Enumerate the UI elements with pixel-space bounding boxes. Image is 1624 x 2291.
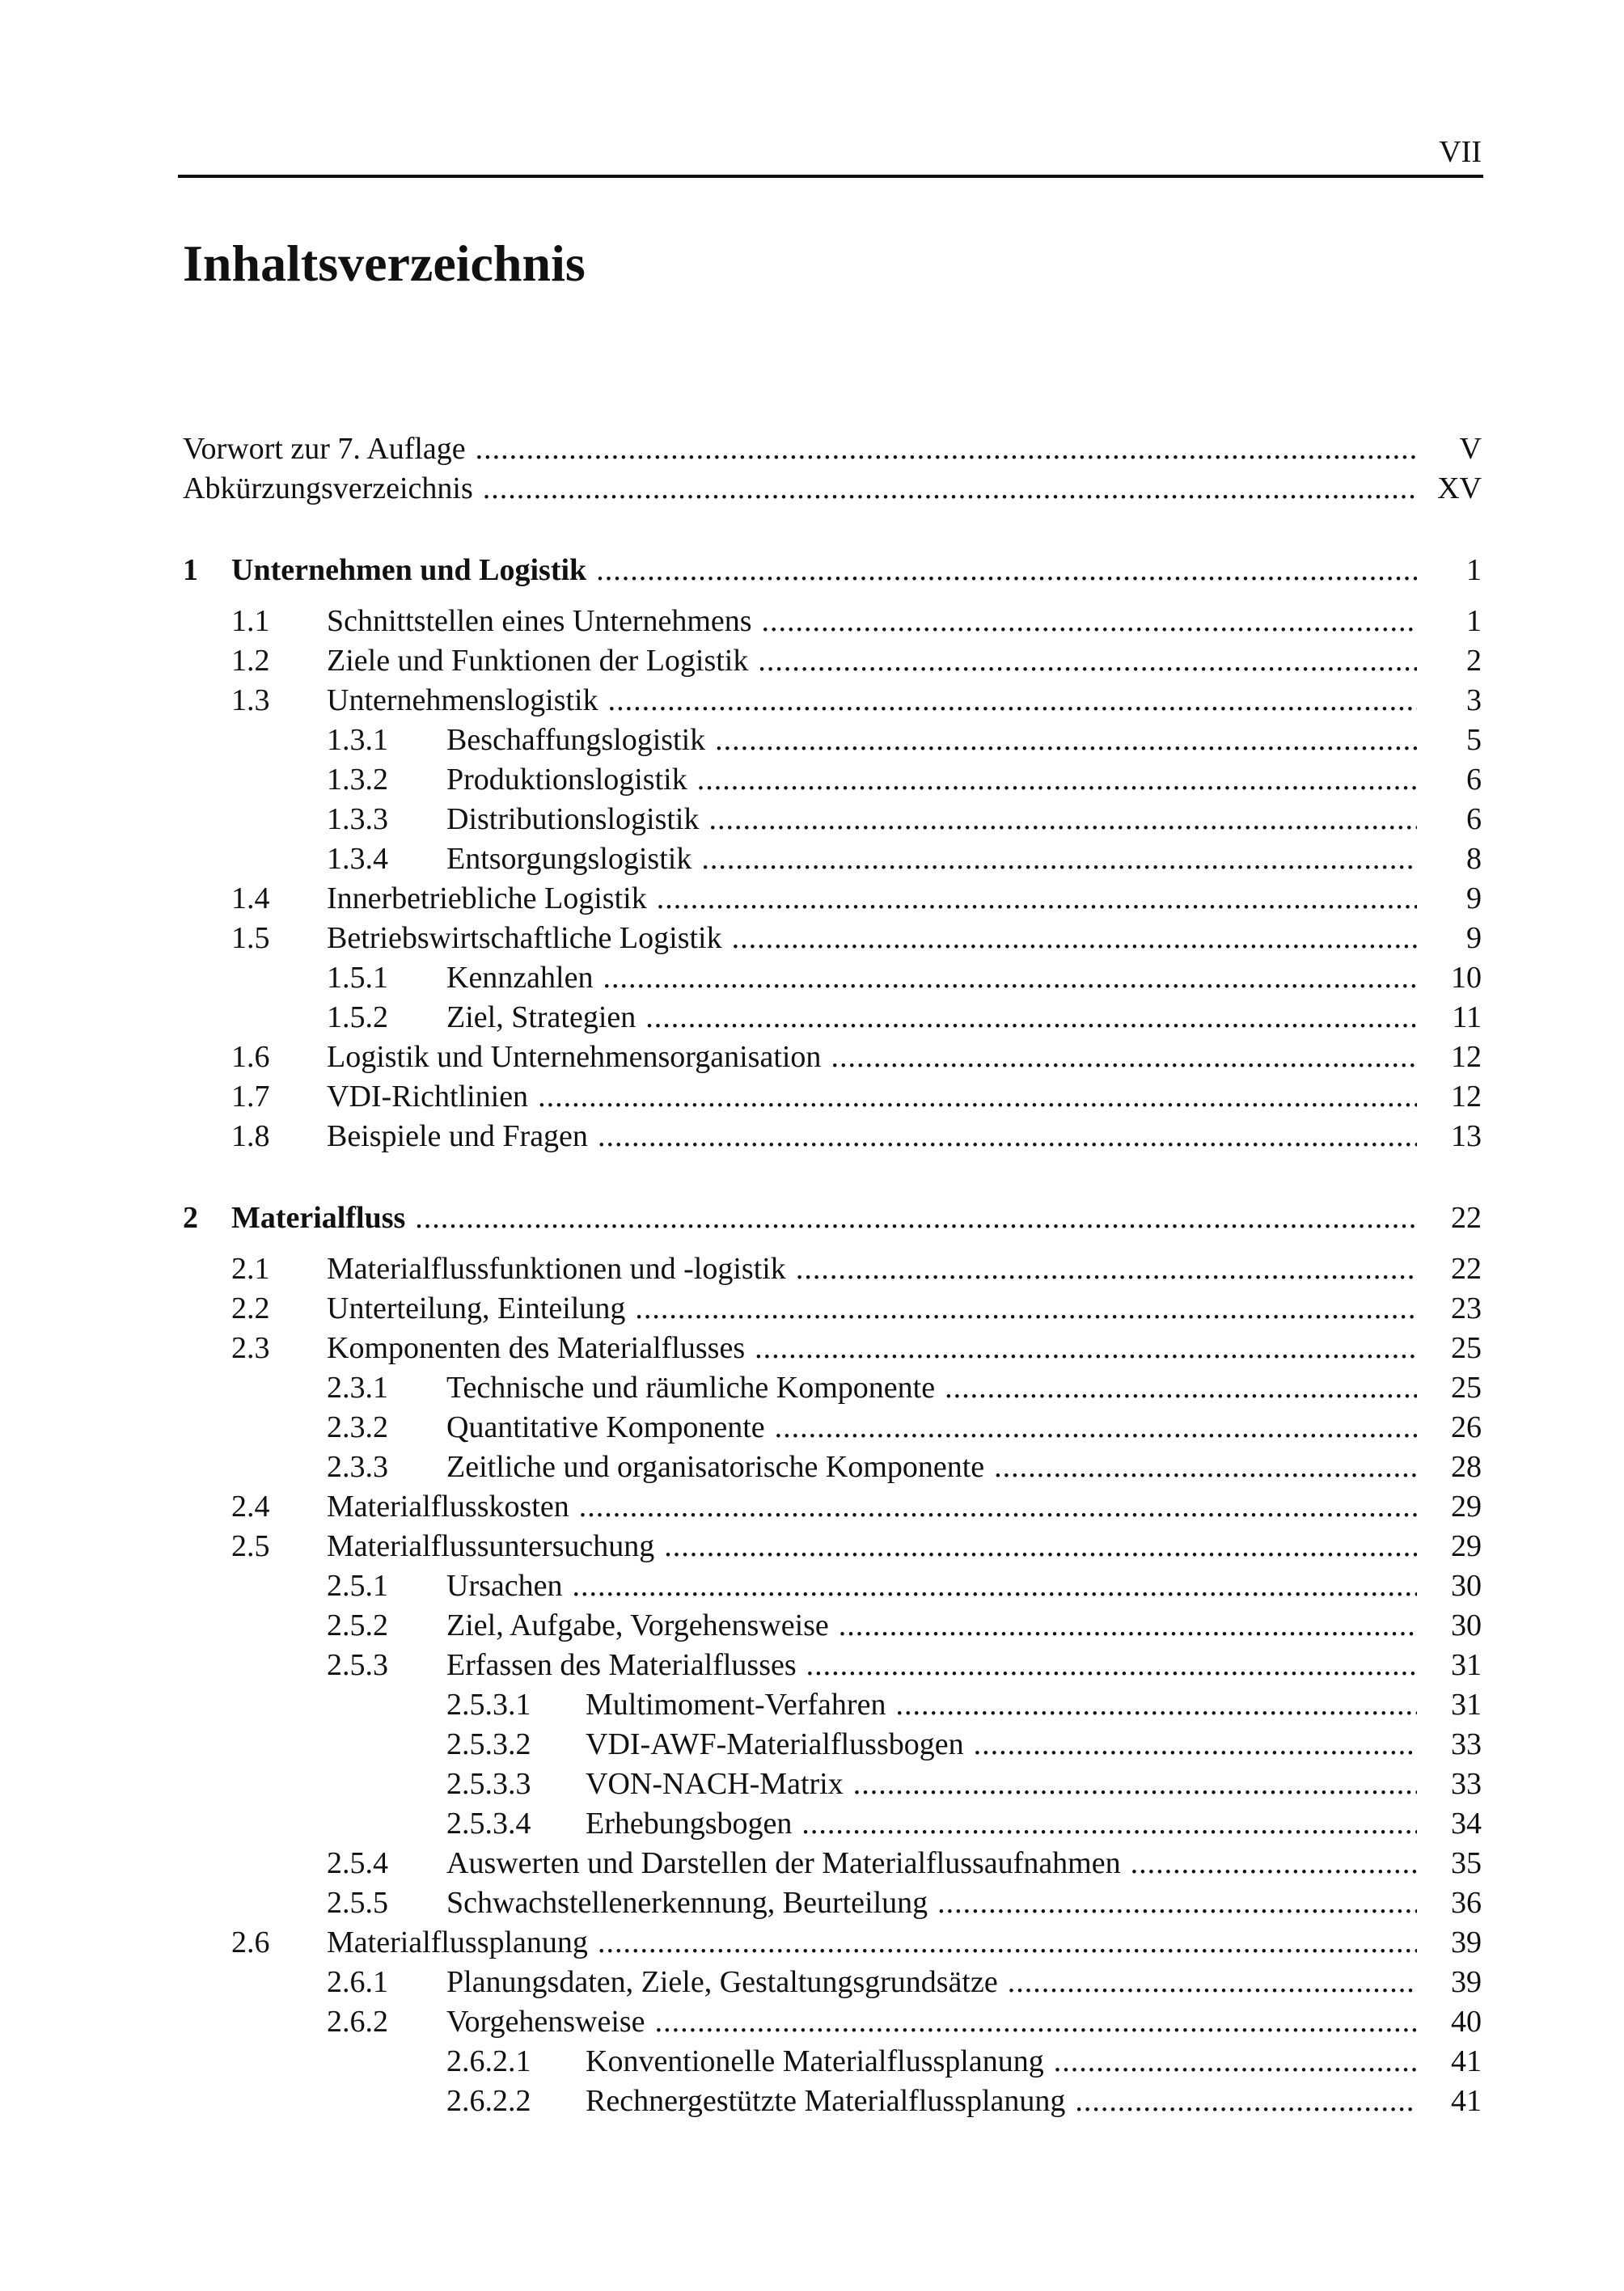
toc-entry-title-wrap bbox=[327, 601, 1417, 641]
toc-entry-number: 2.6.2.1 bbox=[446, 2044, 531, 2078]
toc-entry-number: 1.5.2 bbox=[327, 1000, 388, 1034]
toc-entry-title: Ziel, Strategien bbox=[446, 997, 645, 1038]
toc-entry[interactable] bbox=[183, 1724, 1482, 1765]
toc-entry[interactable] bbox=[183, 1037, 1482, 1077]
toc-entry-title-wrap bbox=[446, 1605, 1417, 1646]
dot-leader bbox=[801, 1803, 1417, 1844]
toc-entry-title: Vorgehensweise bbox=[446, 2001, 655, 2042]
toc-entry-title-wrap bbox=[231, 550, 1417, 590]
toc-entry-title: Beispiele und Fragen bbox=[327, 1116, 598, 1156]
toc-entry-page: 25 bbox=[1451, 1371, 1482, 1405]
toc-entry-number: 2.5.3.2 bbox=[446, 1727, 531, 1761]
toc-entry-page: 12 bbox=[1451, 1040, 1482, 1074]
dot-leader bbox=[635, 1288, 1417, 1329]
toc-entry-title-wrap bbox=[446, 799, 1417, 839]
toc-entry-number: 1.3 bbox=[231, 683, 270, 717]
toc-entry-title: Materialflusskosten bbox=[327, 1486, 579, 1527]
dot-leader bbox=[645, 997, 1417, 1038]
dot-leader bbox=[579, 1486, 1417, 1527]
toc-entry-number: 1.5 bbox=[231, 921, 270, 955]
toc-entry[interactable] bbox=[183, 1922, 1482, 1963]
dot-leader bbox=[483, 468, 1417, 509]
dot-leader bbox=[806, 1645, 1417, 1685]
toc-entry-title-wrap bbox=[446, 997, 1417, 1038]
toc-entry[interactable] bbox=[183, 1566, 1482, 1606]
dot-leader bbox=[415, 1198, 1417, 1238]
dot-leader bbox=[708, 799, 1417, 839]
toc-entry-page: 6 bbox=[1466, 802, 1482, 836]
toc-entry-page: 41 bbox=[1451, 2044, 1482, 2078]
dot-leader bbox=[608, 680, 1417, 721]
dot-leader bbox=[762, 601, 1417, 641]
toc-entry-page: 8 bbox=[1466, 842, 1482, 876]
toc-entry[interactable] bbox=[183, 957, 1482, 998]
toc-chapter[interactable] bbox=[183, 1198, 1482, 1238]
toc-entry-number: 1.1 bbox=[231, 604, 270, 638]
toc-entry-title-wrap bbox=[183, 468, 1417, 509]
toc-entry-page: 1 bbox=[1466, 604, 1482, 638]
toc-entry-title: VDI-Richtlinien bbox=[327, 1076, 538, 1117]
toc-entry-number: 1.3.4 bbox=[327, 842, 388, 876]
toc-entry-title-wrap bbox=[327, 878, 1417, 919]
toc-entry-title: Ziele und Funktionen der Logistik bbox=[327, 640, 758, 681]
toc-entry-title-wrap bbox=[327, 1116, 1417, 1156]
dot-leader bbox=[598, 1116, 1417, 1156]
dot-leader bbox=[655, 2001, 1417, 2042]
toc-entry[interactable] bbox=[183, 1764, 1482, 1804]
dot-leader bbox=[538, 1076, 1417, 1117]
toc-entry-number: 2.5.3.3 bbox=[446, 1767, 531, 1801]
toc-entry-page: 30 bbox=[1451, 1569, 1482, 1603]
toc-entry-title: Unternehmen und Logistik bbox=[231, 550, 596, 590]
toc-entry-title-wrap bbox=[586, 2081, 1417, 2121]
toc-entry-title: Quantitative Komponente bbox=[446, 1407, 775, 1448]
toc-entry[interactable] bbox=[183, 997, 1482, 1038]
dot-leader bbox=[697, 759, 1417, 800]
toc-entry-title: Schnittstellen eines Unternehmens bbox=[327, 601, 762, 641]
toc-entry-title-wrap bbox=[446, 957, 1417, 998]
toc-entry-title-wrap bbox=[327, 1526, 1417, 1566]
toc-entry-title-wrap bbox=[446, 1447, 1417, 1487]
toc-entry[interactable] bbox=[183, 640, 1482, 681]
toc-entry-page: 9 bbox=[1466, 881, 1482, 915]
toc-entry-number: 1 bbox=[183, 553, 198, 587]
dot-leader bbox=[974, 1724, 1417, 1765]
toc-entry-number: 1.8 bbox=[231, 1119, 270, 1153]
dot-leader bbox=[994, 1447, 1417, 1487]
toc-entry-page: 29 bbox=[1451, 1490, 1482, 1524]
toc-entry[interactable] bbox=[183, 1328, 1482, 1368]
toc-entry-title-wrap bbox=[586, 1724, 1417, 1765]
dot-leader bbox=[701, 839, 1417, 879]
toc-entry-title-wrap bbox=[446, 1962, 1417, 2002]
toc-entry-title: Planungsdaten, Ziele, Gestaltungsgrundsätze bbox=[446, 1962, 1008, 2002]
toc-entry-number: 2.6.2.2 bbox=[446, 2084, 531, 2118]
dot-leader bbox=[572, 1566, 1417, 1606]
dot-leader bbox=[853, 1764, 1417, 1804]
toc-entry[interactable] bbox=[183, 1883, 1482, 1923]
toc-entry-title: Schwachstellenerkennung, Beurteilung bbox=[446, 1883, 937, 1923]
dot-leader bbox=[1008, 1962, 1417, 2002]
toc-entry-title-wrap bbox=[586, 1803, 1417, 1844]
toc-entry-number: 2.5.4 bbox=[327, 1846, 388, 1880]
toc-entry-title: Erhebungsbogen bbox=[586, 1803, 801, 1844]
toc-entry-title: Auswerten und Darstellen der Materialflussaufnahmen bbox=[446, 1843, 1131, 1883]
toc-entry-title: Abkürzungsverzeichnis bbox=[183, 468, 483, 509]
toc-entry-title: Distributionslogistik bbox=[446, 799, 708, 839]
dot-leader bbox=[831, 1037, 1417, 1077]
toc-entry-title: Komponenten des Materialflusses bbox=[327, 1328, 755, 1368]
header-rule bbox=[178, 175, 1483, 178]
toc-entry-title-wrap bbox=[446, 1407, 1417, 1448]
toc-entry[interactable] bbox=[183, 1526, 1482, 1566]
toc-entry-page: 3 bbox=[1466, 683, 1482, 717]
dot-leader bbox=[598, 1922, 1417, 1963]
toc-entry-number: 2.6 bbox=[231, 1925, 270, 1959]
toc-entry-number: 1.2 bbox=[231, 644, 270, 678]
toc-entry[interactable] bbox=[183, 2041, 1482, 2082]
toc-entry[interactable] bbox=[183, 601, 1482, 641]
toc-entry-page: 33 bbox=[1451, 1767, 1482, 1801]
toc-entry-title-wrap bbox=[327, 1328, 1417, 1368]
toc-entry-number: 2.5.1 bbox=[327, 1569, 388, 1603]
toc-entry[interactable] bbox=[183, 1645, 1482, 1685]
toc-entry-title-wrap bbox=[327, 680, 1417, 721]
toc-entry-page: 1 bbox=[1466, 553, 1482, 587]
toc-entry-title: Materialflussplanung bbox=[327, 1922, 598, 1963]
dot-leader bbox=[603, 957, 1417, 998]
toc-entry[interactable] bbox=[183, 1803, 1482, 1844]
toc-entry[interactable] bbox=[183, 1486, 1482, 1527]
toc-entry-number: 2.1 bbox=[231, 1252, 270, 1286]
toc-entry-page: 6 bbox=[1466, 763, 1482, 797]
toc-entry-page: 13 bbox=[1451, 1119, 1482, 1153]
toc-entry-title: Beschaffungslogistik bbox=[446, 720, 715, 760]
toc-entry-title: Unterteilung, Einteilung bbox=[327, 1288, 635, 1329]
toc-entry-page: 39 bbox=[1451, 1965, 1482, 1999]
toc-entry-title-wrap bbox=[327, 1076, 1417, 1117]
toc-entry-title: Materialfluss bbox=[231, 1198, 415, 1238]
dot-leader bbox=[715, 720, 1417, 760]
toc-entry-page: 2 bbox=[1466, 644, 1482, 678]
toc-entry-title-wrap bbox=[446, 1367, 1417, 1408]
dot-leader bbox=[657, 878, 1417, 919]
toc-entry-title-wrap bbox=[327, 640, 1417, 681]
toc-entry-title: Materialflussuntersuchung bbox=[327, 1526, 664, 1566]
toc-entry[interactable] bbox=[183, 1249, 1482, 1289]
toc-entry-title-wrap bbox=[586, 2041, 1417, 2082]
toc-entry-title: Konventionelle Materialflussplanung bbox=[586, 2041, 1054, 2082]
toc-entry-number: 1.5.1 bbox=[327, 961, 388, 995]
toc-entry-page: 41 bbox=[1451, 2084, 1482, 2118]
toc-entry-title-wrap bbox=[446, 720, 1417, 760]
toc-entry-title: Produktionslogistik bbox=[446, 759, 697, 800]
toc-entry-page: XV bbox=[1437, 471, 1482, 505]
dot-leader bbox=[758, 640, 1417, 681]
toc-entry-page: 26 bbox=[1451, 1410, 1482, 1444]
dot-leader bbox=[732, 918, 1417, 958]
toc-entry-title-wrap bbox=[446, 759, 1417, 800]
toc-entry-page: 22 bbox=[1451, 1252, 1482, 1286]
toc-entry[interactable] bbox=[183, 799, 1482, 839]
toc-entry-number: 2.3.3 bbox=[327, 1450, 388, 1484]
toc-entry[interactable] bbox=[183, 1447, 1482, 1487]
toc-entry-number: 2.5.2 bbox=[327, 1608, 388, 1642]
toc-entry-number: 2.2 bbox=[231, 1291, 270, 1325]
dot-leader bbox=[1054, 2041, 1417, 2082]
dot-leader bbox=[945, 1367, 1417, 1408]
toc-entry-number: 1.3.2 bbox=[327, 763, 388, 797]
toc-entry-title-wrap bbox=[327, 918, 1417, 958]
toc-entry[interactable] bbox=[183, 1116, 1482, 1156]
toc-entry-title: Vorwort zur 7. Auflage bbox=[183, 429, 476, 469]
toc-entry-title: Multimoment-Verfahren bbox=[586, 1684, 895, 1725]
toc-entry-title: Zeitliche und organisatorische Komponente bbox=[446, 1447, 994, 1487]
dot-leader bbox=[839, 1605, 1417, 1646]
dot-leader bbox=[664, 1526, 1417, 1566]
toc-entry-page: 29 bbox=[1451, 1529, 1482, 1563]
toc-entry-title: Rechnergestützte Materialflussplanung bbox=[586, 2081, 1075, 2121]
toc-entry[interactable] bbox=[183, 1367, 1482, 1408]
toc-entry-page: 11 bbox=[1452, 1000, 1482, 1034]
toc-entry-page: 28 bbox=[1451, 1450, 1482, 1484]
toc-entry-title-wrap bbox=[327, 1922, 1417, 1963]
dot-leader bbox=[796, 1249, 1417, 1289]
toc-entry-number: 2 bbox=[183, 1201, 198, 1235]
toc-entry-page: 22 bbox=[1451, 1201, 1482, 1235]
toc-entry[interactable] bbox=[183, 1076, 1482, 1117]
toc-entry-title-wrap bbox=[446, 2001, 1417, 2042]
toc-entry-number: 1.7 bbox=[231, 1080, 270, 1114]
toc-entry-page: 5 bbox=[1466, 723, 1482, 757]
toc-entry[interactable] bbox=[183, 2081, 1482, 2121]
toc-entry-number: 1.4 bbox=[231, 881, 270, 915]
page-title: Inhaltsverzeichnis bbox=[183, 235, 586, 292]
dot-leader bbox=[1131, 1843, 1417, 1883]
toc-entry-title-wrap bbox=[183, 429, 1417, 469]
toc-entry[interactable] bbox=[183, 720, 1482, 760]
toc-entry-page: 40 bbox=[1451, 2005, 1482, 2039]
toc-entry-number: 2.5.5 bbox=[327, 1886, 388, 1920]
toc-entry[interactable] bbox=[183, 1605, 1482, 1646]
toc-entry-title-wrap bbox=[327, 1249, 1417, 1289]
toc-entry-number: 2.3.1 bbox=[327, 1371, 388, 1405]
toc-entry-title-wrap bbox=[327, 1288, 1417, 1329]
toc-entry-title: Ursachen bbox=[446, 1566, 572, 1606]
toc-entry-page: 31 bbox=[1451, 1688, 1482, 1722]
toc-entry-number: 2.6.2 bbox=[327, 2005, 388, 2039]
toc-entry-page: 10 bbox=[1451, 961, 1482, 995]
toc-entry-title: Logistik und Unternehmensorganisation bbox=[327, 1037, 831, 1077]
toc-entry-number: 2.4 bbox=[231, 1490, 270, 1524]
toc-entry-title: Ziel, Aufgabe, Vorgehensweise bbox=[446, 1605, 839, 1646]
toc-entry-page: 31 bbox=[1451, 1648, 1482, 1682]
toc-entry[interactable] bbox=[183, 1684, 1482, 1725]
toc-chapter[interactable] bbox=[183, 550, 1482, 590]
toc-entry-number: 1.3.3 bbox=[327, 802, 388, 836]
toc-entry-page: 23 bbox=[1451, 1291, 1482, 1325]
toc-entry-number: 2.3 bbox=[231, 1331, 270, 1365]
dot-leader bbox=[775, 1407, 1417, 1448]
toc-entry-number: 2.5 bbox=[231, 1529, 270, 1563]
toc-entry-number: 1.3.1 bbox=[327, 723, 388, 757]
toc-entry-page: 9 bbox=[1466, 921, 1482, 955]
dot-leader bbox=[596, 550, 1417, 590]
toc-entry-title: Entsorgungslogistik bbox=[446, 839, 701, 879]
toc-entry-title: Innerbetriebliche Logistik bbox=[327, 878, 657, 919]
toc-entry[interactable] bbox=[183, 1843, 1482, 1883]
dot-leader bbox=[755, 1328, 1417, 1368]
toc-entry-number: 2.5.3.1 bbox=[446, 1688, 531, 1722]
toc-entry-title-wrap bbox=[446, 1566, 1417, 1606]
toc-entry-title: Technische und räumliche Komponente bbox=[446, 1367, 945, 1408]
dot-leader bbox=[937, 1883, 1417, 1923]
toc-front-matter[interactable] bbox=[183, 429, 1482, 469]
toc-entry-title-wrap bbox=[231, 1198, 1417, 1238]
toc-entry-number: 2.5.3.4 bbox=[446, 1807, 531, 1841]
toc-entry-number: 2.3.2 bbox=[327, 1410, 388, 1444]
toc-entry-page: 35 bbox=[1451, 1846, 1482, 1880]
toc-entry[interactable] bbox=[183, 1962, 1482, 2002]
toc-entry[interactable] bbox=[183, 839, 1482, 879]
toc-entry-page: 25 bbox=[1451, 1331, 1482, 1365]
toc-entry-title-wrap bbox=[446, 1843, 1417, 1883]
toc-entry-page: 12 bbox=[1451, 1080, 1482, 1114]
dot-leader bbox=[1075, 2081, 1417, 2121]
toc-entry[interactable] bbox=[183, 1288, 1482, 1329]
dot-leader bbox=[476, 429, 1417, 469]
toc-entry-page: 30 bbox=[1451, 1608, 1482, 1642]
toc-entry-title-wrap bbox=[446, 839, 1417, 879]
toc-entry[interactable] bbox=[183, 759, 1482, 800]
toc-entry-title-wrap bbox=[446, 1883, 1417, 1923]
toc-entry-title: Betriebswirtschaftliche Logistik bbox=[327, 918, 732, 958]
toc-entry[interactable] bbox=[183, 878, 1482, 919]
toc-entry-page: V bbox=[1459, 432, 1482, 466]
dot-leader bbox=[895, 1684, 1417, 1725]
toc-entry[interactable] bbox=[183, 918, 1482, 958]
toc-entry-title: Unternehmenslogistik bbox=[327, 680, 608, 721]
toc-entry-number: 2.6.1 bbox=[327, 1965, 388, 1999]
toc-entry-page: 33 bbox=[1451, 1727, 1482, 1761]
toc-entry-number: 1.6 bbox=[231, 1040, 270, 1074]
toc-entry-title-wrap bbox=[586, 1684, 1417, 1725]
toc-entry-page: 36 bbox=[1451, 1886, 1482, 1920]
toc-entry-page: 34 bbox=[1451, 1807, 1482, 1841]
toc-entry[interactable] bbox=[183, 1407, 1482, 1448]
toc-entry-title: Erfassen des Materialflusses bbox=[446, 1645, 806, 1685]
toc-entry-title: VDI-AWF-Materialflussbogen bbox=[586, 1724, 974, 1765]
toc-entry-title-wrap bbox=[327, 1037, 1417, 1077]
toc-entry[interactable] bbox=[183, 680, 1482, 721]
toc-entry-title: Kennzahlen bbox=[446, 957, 603, 998]
toc-entry[interactable] bbox=[183, 2001, 1482, 2042]
toc-entry-title-wrap bbox=[327, 1486, 1417, 1527]
toc-entry-title-wrap bbox=[446, 1645, 1417, 1685]
toc-entry-page: 39 bbox=[1451, 1925, 1482, 1959]
page-number: VII bbox=[1439, 135, 1482, 169]
toc-front-matter[interactable] bbox=[183, 468, 1482, 509]
toc-entry-title: VON-NACH-Matrix bbox=[586, 1764, 853, 1804]
toc-entry-number: 2.5.3 bbox=[327, 1648, 388, 1682]
toc-entry-title: Materialflussfunktionen und -logistik bbox=[327, 1249, 796, 1289]
toc-entry-title-wrap bbox=[586, 1764, 1417, 1804]
